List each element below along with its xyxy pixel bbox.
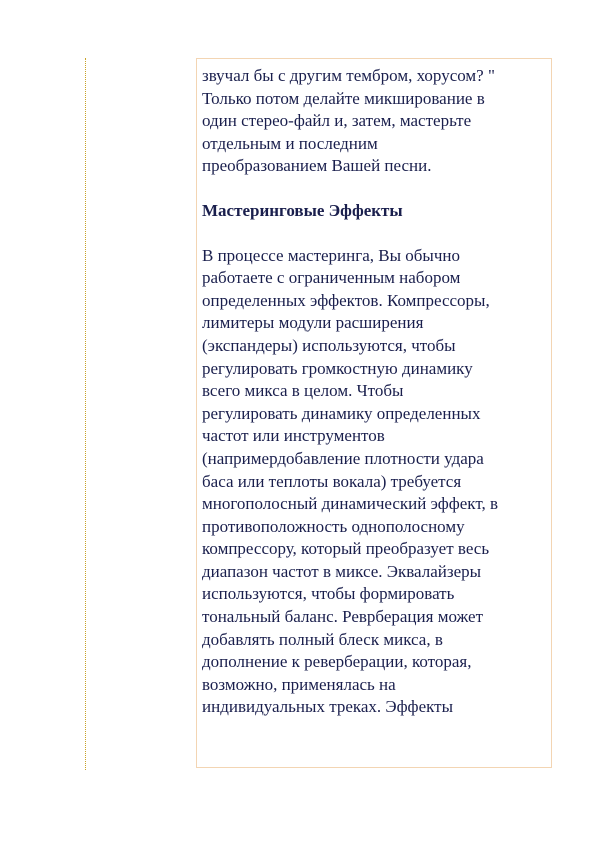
paragraph-intro: звучал бы с другим тембром, хорусом? " Только потом делайте микширование в один стерео-файл и, затем, мастерьте отдельным и последним преобразованием Вашей песни. [202, 66, 495, 176]
text-frame [196, 58, 552, 768]
paragraph-mastering-effects: В процессе мастеринга, Вы обычно работаете с ограниченным набором определенных эффектов. Компрессоры, лимитеры модули расширения (экспандеры) используются, чтобы регулировать громкостную динамику всего микса в целом. Чтобы регулировать динамику определенных частот или инструментов (напримердобавление плотности удара баса или теплоты вокала) требуется многополосный динамический эффект, в противоположность однополосному компрессору, который преобразует весь диапазон частот в миксе. Эквалайзеры используются, чтобы формировать тональный баланс. Реврберация может добавлять полный блеск микса, в дополнение к реверберации, которая, возможно, применялась на индивидуальных треках. Эффекты [202, 245, 498, 717]
margin-rule [85, 58, 86, 770]
section-heading: Мастеринговые Эффекты [202, 200, 403, 220]
